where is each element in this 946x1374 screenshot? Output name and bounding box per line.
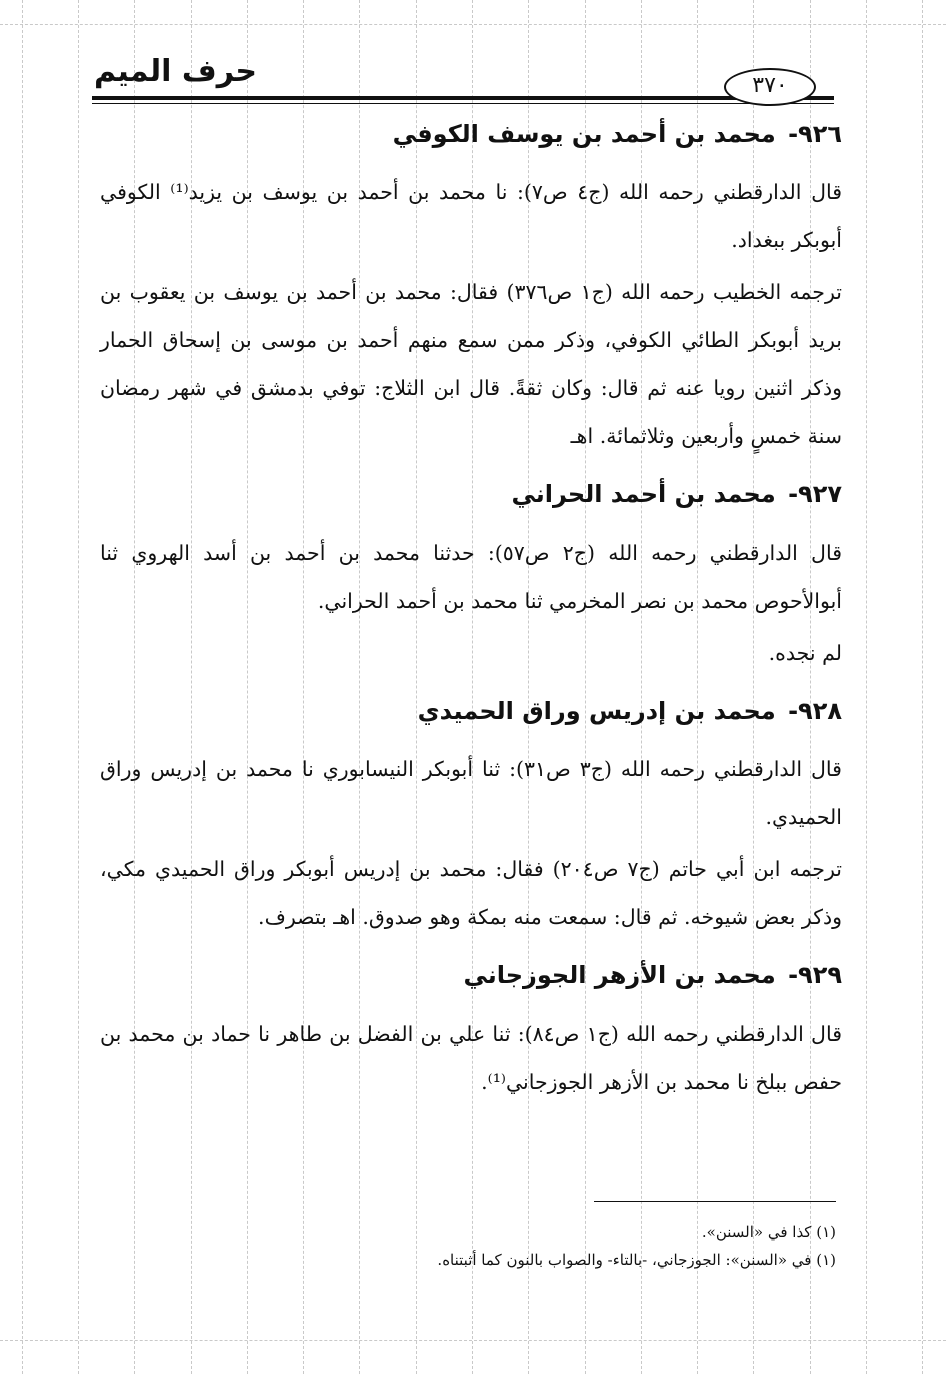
entry-heading — [100, 695, 842, 727]
entry — [100, 478, 842, 676]
page-body — [100, 118, 842, 1110]
entry-heading — [100, 959, 842, 991]
entry-paragraph: قال الدارقطني رحمه الله (ج٤ ص٧): نا محمد بن أحمد بن يوسف بن يزيد⁽¹⁾ الكوفي أبوبكر ببغداد. — [100, 180, 843, 253]
entry-number: ٩٢٦- — [788, 120, 842, 148]
entry-heading — [100, 478, 842, 510]
footnote-separator — [594, 1201, 836, 1202]
footnote: (١) في «السنن»: الجوزجاني، -بالتاء- والصواب بالنون كما أثبتناه. — [437, 1251, 836, 1269]
entry-heading — [100, 118, 842, 150]
entry — [100, 959, 842, 1105]
entry-paragraph: لم نجده. — [768, 640, 842, 665]
running-head — [92, 52, 834, 104]
entry-name: محمد بن أحمد الحراني — [511, 480, 776, 509]
chapter-title: حرف الميم — [94, 54, 258, 89]
header-rule-thick — [92, 96, 834, 100]
entry-number: ٩٢٨- — [788, 696, 842, 725]
entry-number: ٩٢٧- — [788, 480, 842, 509]
entry-paragraph: قال الدارقطني رحمه الله (ج١ ص٨٤): ثنا علي بن الفضل بن طاهر نا حماد بن محمد بن حفص ببلخ نا محمد بن الأزهر الجوزجاني⁽¹⁾. — [100, 1021, 843, 1094]
entry-paragraph: قال الدارقطني رحمه الله (ج٢ ص٥٧): حدثنا محمد بن أحمد بن أسد الهروي ثنا أبوالأحوص محمد بن نصر المخرمي ثنا محمد بن أحمد الحراني. — [100, 540, 842, 613]
entry-paragraph: ترجمه ابن أبي حاتم (ج٧ ص٢٠٤) فقال: محمد بن إدريس أبوبكر وراق الحميدي مكي، وذكر بعض شيوخه. ثم قال: سمعت منه بمكة وهو صدوق. اهـ بتصرف. — [100, 857, 842, 930]
entry — [100, 695, 842, 941]
footnotes — [276, 1218, 836, 1274]
entry-name: محمد بن أحمد بن يوسف الكوفي — [392, 120, 776, 148]
entry-paragraph: قال الدارقطني رحمه الله (ج٣ ص٣١): ثنا أبوبكر النيسابوري نا محمد بن إدريس وراق الحميدي. — [100, 757, 842, 830]
header-rule-thin — [92, 103, 834, 104]
entry-number: ٩٢٩- — [788, 961, 842, 990]
entry-name: محمد بن إدريس وراق الحميدي — [417, 696, 776, 725]
entry-paragraph: ترجمه الخطيب رحمه الله (ج١ ص٣٧٦) فقال: محمد بن أحمد بن يوسف بن يعقوب بن بريد أبوبكر الطائي الكوفي، وذكر ممن سمع منهم أحمد بن موسى بن إسحاق الحمار وذكر اثنين رويا عنه ثم قال: وكان ثقةً. قال ابن الثلاج: توفي بدمشق في شهر رمضان سنة خمسٍ وأربعين وثلاثمائة. اهـ — [100, 280, 842, 449]
page-number: ٣٧٠ — [724, 68, 816, 106]
footnote: (١) كذا في «السنن». — [701, 1223, 836, 1241]
entry-name: محمد بن الأزهر الجوزجاني — [463, 961, 776, 990]
entry — [100, 118, 842, 460]
